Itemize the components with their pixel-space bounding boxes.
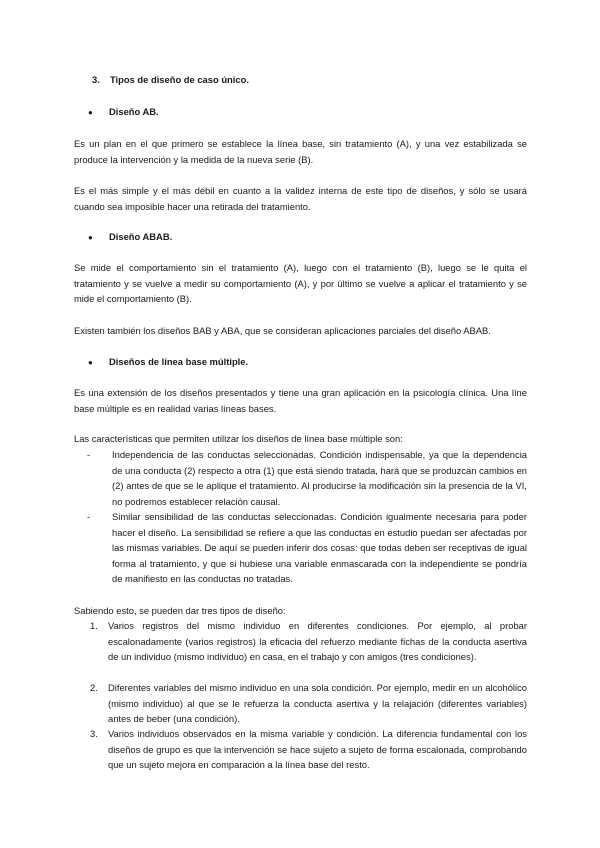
section-title: Tipos de diseño de caso único. [110, 74, 249, 85]
section-number: 3. [92, 74, 100, 85]
list-item [90, 680, 527, 727]
heading-linea-base-multiple [88, 354, 248, 371]
bullet-icon: ● [88, 233, 93, 242]
list-item [87, 509, 527, 587]
number-marker: 3. [90, 728, 98, 739]
list-item-text: Varios individuos observados en la misma variable y condición. La diferencia fundamental con los diseños de grupo es que la intervención se hace sujeto a sujeto de forma escalonada, comprobando que un sujeto mejora en comparación a la línea base del resto. [108, 728, 527, 770]
list-item-text: Independencia de las conductas seleccionadas. Condición indispensable, ya que la dependencia de una conducta (2) respecto a otra (1) que está siendo tratada, hará que se produzcan cambios en (2) antes de que se le aplique el tratamiento. Al producirse la modificación sin la presencia de la VI, no podremos establecer relación causal. [112, 449, 527, 507]
heading-text: Diseños de línea base múltiple. [109, 356, 249, 367]
heading-text: Diseño AB. [109, 106, 159, 117]
heading-diseno-abab [88, 229, 172, 246]
list-item-text: Similar sensibilidad de las conductas seleccionadas. Condición igualmente necesaria para poder hacer el diseño. La sensibilidad se refiere a que las conductas en estudio puedan ser afectadas por las mismas variables. De aquí se pueden inferir dos cosas: que todas deben ser receptivas de igual forma al tratamiento, y que si hubiese una variable enmascarada con la independiente se pondría de manifiesto en las conductas no tratadas. [112, 511, 527, 584]
bullet-icon: ● [88, 358, 93, 367]
list-item [90, 618, 527, 665]
paragraph-ab-definition: Es un plan en el que primero se establece la línea base, sin tratamiento (A), y una vez estabilizada se produce la intervención y la medida de la nueva serie (B). [74, 138, 527, 165]
list-item-text: Diferentes variables del mismo individuo en una sola condición. Por ejemplo, medir en un alcohólico (mismo individuo) al que se le refuerza la conducta asertiva y la relajación (diferentes variables) antes de beber (una condición). [108, 682, 527, 724]
dash-marker: - [87, 511, 91, 522]
paragraph-designs-intro: Sabiendo esto, se pueden dar tres tipos de diseño: [74, 605, 286, 616]
list-item [87, 447, 527, 509]
heading-diseno-ab [88, 104, 159, 121]
list-item-text: Varios registros del mismo individuo en diferentes condiciones. Por ejemplo, al probar escalonadamente (varios registros) la eficacia del refuerzo mediante fichas de la conducta asertiva de un individuo (mismo individuo) en casa, en el trabajo y con amigos (tres condiciones). [108, 620, 527, 662]
paragraph-abab-definition: Se mide el comportamiento sin el tratamiento (A), luego con el tratamiento (B), luego se le quita el tratamiento y se vuelve a medir su comportamiento (A), y por último se vuelve a aplicar el tratamiento y se mide el comportamiento (B). [74, 262, 527, 304]
bullet-icon: ● [88, 108, 93, 117]
list-item [90, 726, 527, 773]
number-marker: 1. [90, 620, 98, 631]
paragraph-characteristics-intro: Las características que permiten utilizar los diseños de línea base múltiple son: [74, 433, 403, 444]
section-heading [92, 72, 249, 88]
paragraph-multiple-definition: Es una extensión de los diseños presentados y tiene una gran aplicación en la psicología clínica. Una líne base múltiple es en realidad varias líneas bases. [74, 387, 527, 414]
heading-text: Diseño ABAB. [109, 231, 173, 242]
number-marker: 2. [90, 682, 98, 693]
dash-marker: - [87, 449, 91, 460]
paragraph-ab-validity: Es el más simple y el más débil en cuanto a la validez interna de este tipo de diseños, y sólo se usará cuando sea imposible hacer una retirada del tratamiento. [74, 185, 527, 212]
paragraph-bab-aba: Existen también los diseños BAB y ABA, que se consideran aplicaciones parciales del diseño ABAB. [74, 325, 491, 336]
